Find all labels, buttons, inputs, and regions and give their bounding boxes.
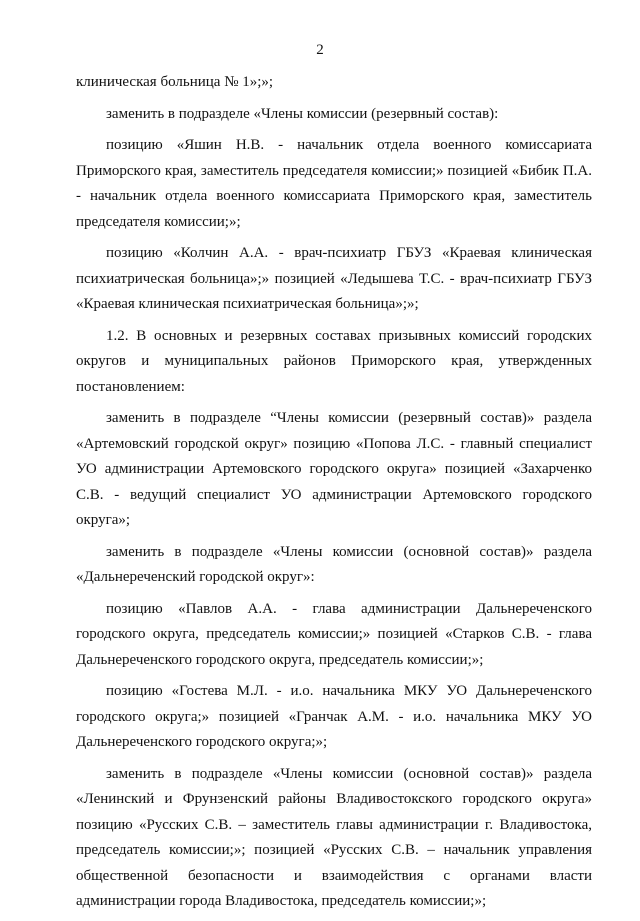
paragraph-continuation: клиническая больница № 1»;»; <box>76 74 274 90</box>
paragraph-kolchin-ledysheva: позицию «Колчин А.А. - врач-психиатр ГБУЗ «Краевая клиническая психиатрическая больница»;» позицией «Ледышева Т.С. - врач-психиатр ГБУЗ «Краевая клиническая психиатрическая больница»;»; <box>76 245 592 312</box>
paragraph-section-1-2: 1.2. В основных и резервных составах призывных комиссий городских округов и муниципальных районов Приморского края, утвержденных постановлением: <box>76 327 592 395</box>
page-number: 2 <box>316 42 324 58</box>
paragraph-artemovsky: заменить в подразделе “Члены комиссии (резервный состав)» раздела «Артемовский городской округ» позицию «Попова Л.С. - главный специалист УО администрации Артемовского городского округа» позицией «Захарченко С.В. - ведущий специалист УО администрации Артемовского городского округа»; <box>76 410 592 528</box>
paragraph-gosteva-granchak: позицию «Гостева М.Л. - и.о. начальника МКУ УО Дальнереченского городского округа;» позицией «Гранчак А.М. - и.о. начальника МКУ УО Дальнереченского городского округа;»; <box>76 683 592 750</box>
paragraph-pavlov-starkov: позицию «Павлов А.А. - глава администрации Дальнереченского городского округа, председатель комиссии;» позицией «Старков С.В. - глава Дальнереченского городского округа, председатель комиссии;»; <box>76 600 592 668</box>
document-body <box>76 70 592 921</box>
paragraph-yashin-bibik: позицию «Яшин Н.В. - начальник отдела военного комиссариата Приморского края, заместитель председателя комиссии;» позицией «Бибик П.А. - начальник отдела военного комиссариата Приморского края, заместитель председателя комиссии;»; <box>76 137 592 230</box>
paragraph-dalnerechensk-intro: заменить в подразделе «Члены комиссии (основной состав)» раздела «Дальнереченский городской округ»: <box>76 543 592 585</box>
paragraph-replace-reserve: заменить в подразделе «Члены комиссии (резервный состав): <box>106 105 499 122</box>
paragraph-vladivostok-russkikh: заменить в подразделе «Члены комиссии (основной состав)» раздела «Ленинский и Фрунзенский районы Владивостокского городского округа» позицию «Русских С.В. – заместитель главы администрации г. Владивостока, председатель комиссии;»; позицией «Русских С.В. – начальник управления общественной безопасности и взаимодействия с органами власти администрации города Владивостока, председатель комиссии;»; <box>76 765 592 909</box>
